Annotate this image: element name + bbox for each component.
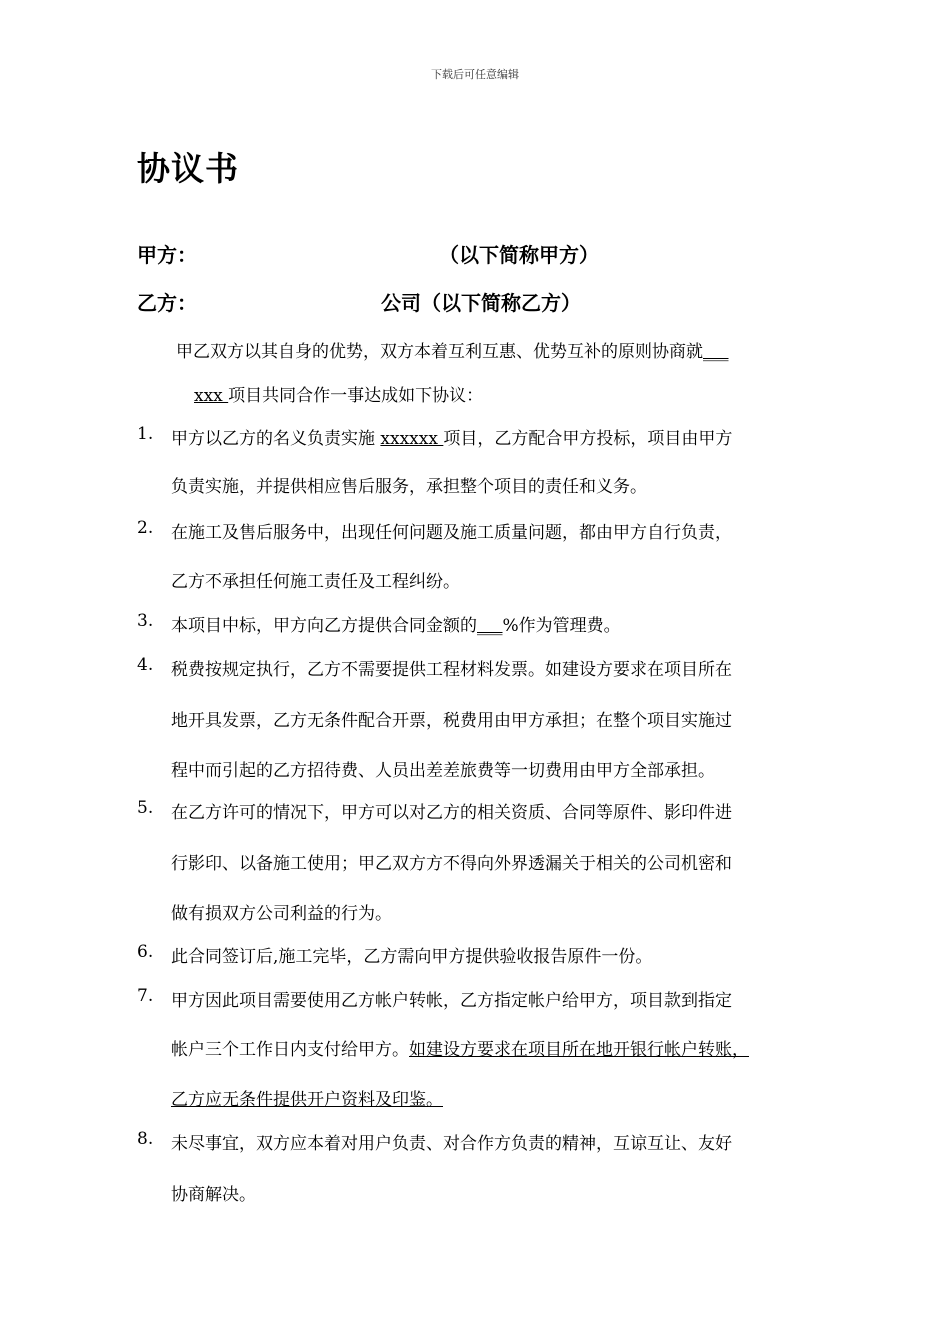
clause-text: %作为管理费。 bbox=[502, 616, 621, 636]
clause-text: 甲方以乙方的名义负责实施 bbox=[171, 429, 381, 449]
party-b-row bbox=[137, 287, 581, 316]
clause-line: 行影印、以备施工使用；甲乙双方方不得向外界透漏关于相关的公司机密和 bbox=[171, 854, 732, 874]
clause-fee-blank: ___ bbox=[477, 616, 503, 636]
clause-number: 8. bbox=[137, 1129, 154, 1149]
intro-line-2 bbox=[194, 381, 483, 406]
intro-line-1 bbox=[176, 337, 729, 362]
clause-line: 税费按规定执行，乙方不需要提供工程材料发票。如建设方要求在项目所在 bbox=[171, 660, 732, 680]
intro-text-2: 项目共同合作一事达成如下协议： bbox=[228, 386, 484, 406]
clause-line bbox=[171, 611, 621, 636]
party-a-label: 甲方： bbox=[137, 243, 197, 267]
document-title: 协议书 bbox=[137, 149, 239, 188]
clause-line: 负责实施，并提供相应售后服务，承担整个项目的责任和义务。 bbox=[171, 477, 647, 497]
clause-text: 本项目中标，甲方向乙方提供合同金额的 bbox=[171, 616, 477, 636]
intro-project-name: xxx bbox=[194, 386, 229, 406]
header-note: 下载后可任意编辑 bbox=[431, 68, 519, 81]
clause-number: 2. bbox=[137, 518, 154, 538]
clause-line: 协商解决。 bbox=[171, 1185, 256, 1205]
clause-underlined-text: 如建设方要求在项目所在地开银行帐户转账， bbox=[409, 1040, 749, 1060]
clause-text: 项目，乙方配合甲方投标，项目由甲方 bbox=[443, 429, 733, 449]
clause-text: 帐户三个工作日内支付给甲方。 bbox=[171, 1040, 409, 1060]
intro-text-1: 甲乙双方以其自身的优势，双方本着互利互惠、优势互补的原则协商就 bbox=[176, 342, 703, 362]
clause-number: 5. bbox=[137, 798, 154, 818]
intro-blank: ___ bbox=[703, 342, 729, 362]
clause-number: 1. bbox=[137, 424, 154, 444]
clause-line: 乙方不承担任何施工责任及工程纠纷。 bbox=[171, 572, 460, 592]
clause-line: 地开具发票，乙方无条件配合开票，税费用由甲方承担；在整个项目实施过 bbox=[171, 711, 732, 731]
party-a-row bbox=[137, 239, 599, 268]
clause-line: 未尽事宜，双方应本着对用户负责、对合作方负责的精神，互谅互让、友好 bbox=[171, 1134, 732, 1154]
clause-number: 4. bbox=[137, 655, 154, 675]
clause-line: 在施工及售后服务中，出现任何问题及施工质量问题，都由甲方自行负责， bbox=[171, 523, 732, 543]
clause-line: 程中而引起的乙方招待费、人员出差差旅费等一切费用由甲方全部承担。 bbox=[171, 761, 715, 781]
clause-line: 做有损双方公司利益的行为。 bbox=[171, 904, 392, 924]
clause-number: 6. bbox=[137, 942, 154, 962]
clause-line: 甲方因此项目需要使用乙方帐户转帐，乙方指定帐户给甲方，项目款到指定 bbox=[171, 991, 732, 1011]
clause-line: 此合同签订后,施工完毕，乙方需向甲方提供验收报告原件一份。 bbox=[171, 947, 653, 967]
clause-line: 在乙方许可的情况下，甲方可以对乙方的相关资质、合同等原件、影印件进 bbox=[171, 803, 732, 823]
party-a-value: （以下简称甲方） bbox=[439, 243, 599, 267]
clause-project-blank: xxxxxx bbox=[380, 429, 444, 449]
clause-number: 7. bbox=[137, 986, 154, 1006]
clause-line bbox=[171, 424, 732, 449]
clause-line bbox=[171, 1035, 749, 1060]
clause-underlined-line: 乙方应无条件提供开户资料及印鉴。 bbox=[171, 1090, 443, 1110]
party-b-label: 乙方： bbox=[137, 291, 197, 315]
party-b-value: 公司（以下简称乙方） bbox=[381, 291, 581, 315]
clause-number: 3. bbox=[137, 611, 154, 631]
